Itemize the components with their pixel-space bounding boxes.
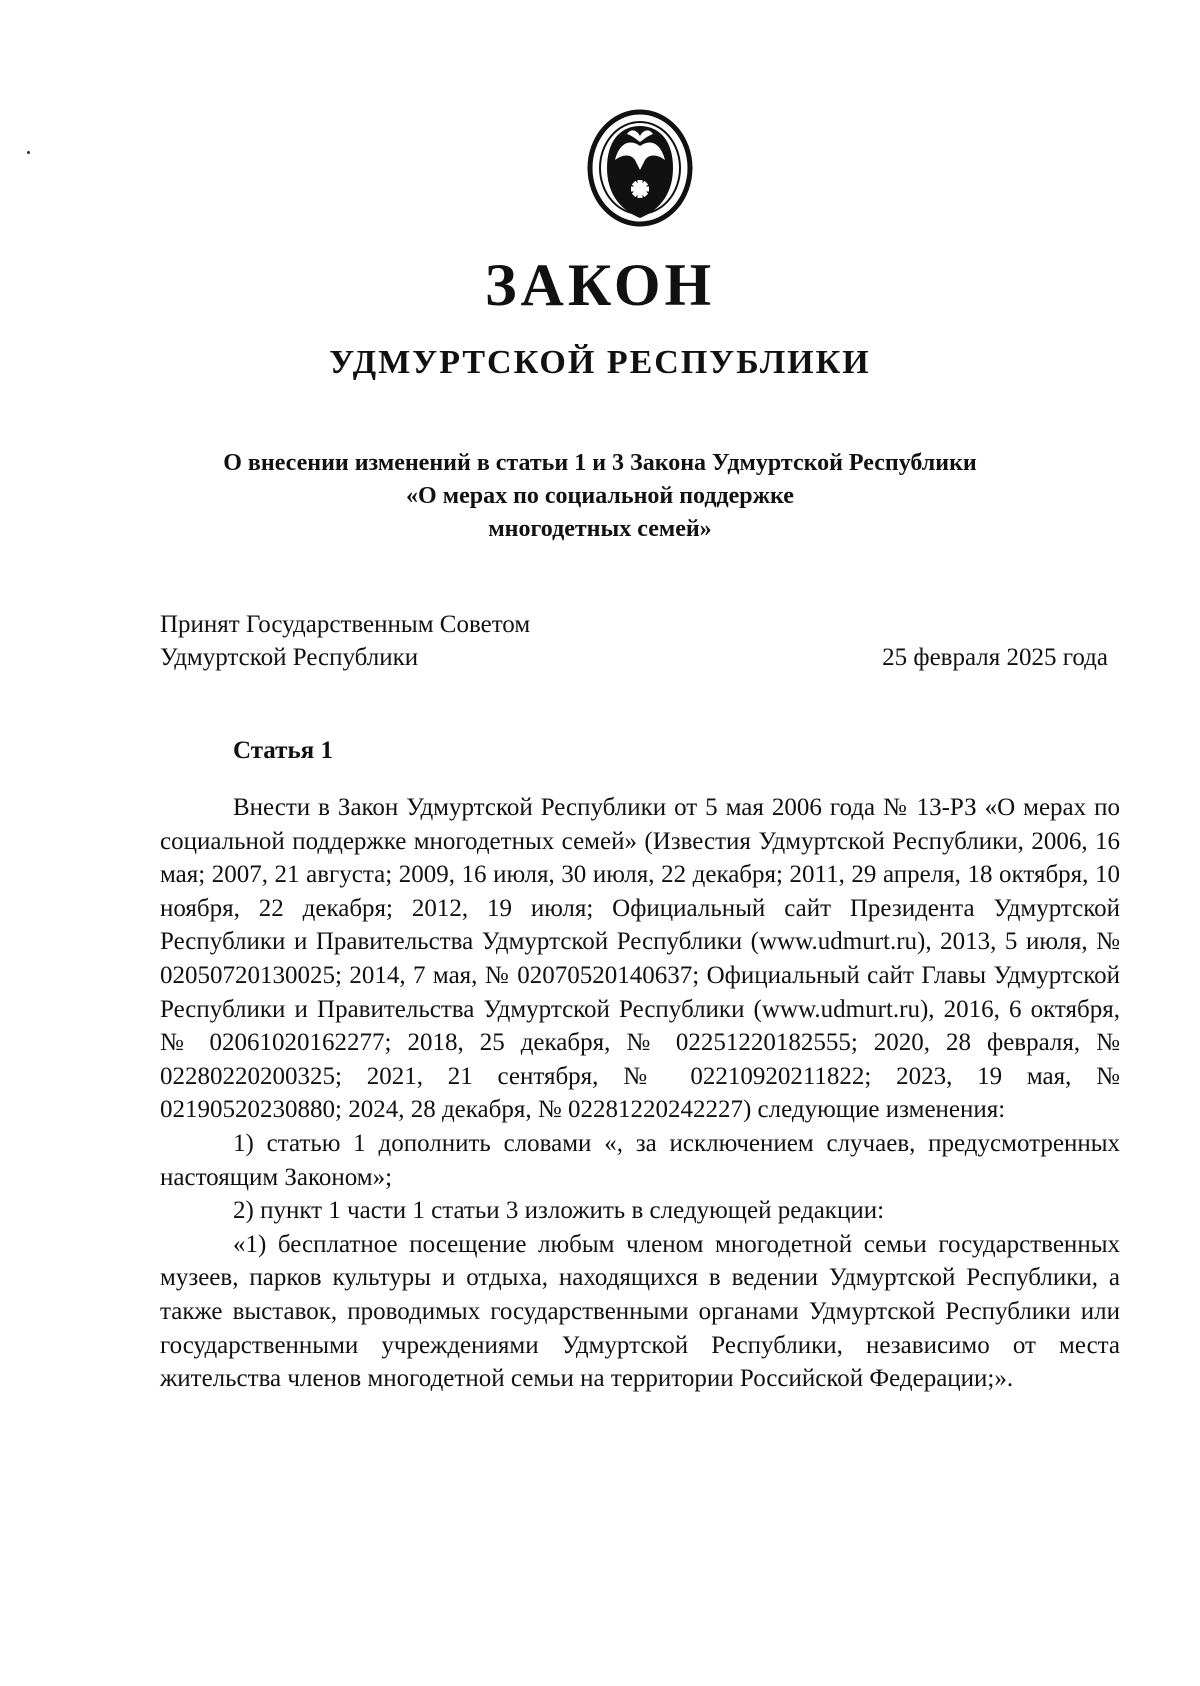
article-item-2: 2) пункт 1 части 1 статьи 3 изложить в следующей редакции: [233, 1197, 885, 1225]
article-intro-paragraph: Внести в Закон Удмуртской Республики от 5 мая 2006 года № 13-РЗ «О мерах по социальной поддержке многодетных семей» (Известия Удмуртской Республики, 2006, 16 мая; 2007, 21 августа; 2009, 16 июля, 30 июля, 22 декабря; 2011, 29 апреля, 18 октября, 10 ноября, 22 декабря; 2012, 19 июля; Официальный сайт Президента Удмуртской Республики и Правительства Удмуртской Республики (www.udmurt.ru), 2013, 5 июля, № 02050720130025; 2014, 7 мая, № 02070520140637; Официальный сайт Главы Удмуртской Республики и Правительства Удмуртской Республики (www.udmurt.ru), 2016, 6 октября, № 02061020162277; 2018, 25 декабря, № 02251220182555; 2020, 28 февраля, № 02280220200325; 2021, 21 сентября, № 02210920211822; 2023, 19 мая, № 02190520230880; 2024, 28 декабря, № 02281220242227) следующие изменения: [160, 794, 1120, 1124]
coat-of-arms-icon [585, 108, 695, 228]
article-body [160, 791, 1120, 1396]
document-title: ЗАКОН [484, 252, 716, 318]
article-item-2-text: «1) бесплатное посещение любым членом многодетной семьи государственных музеев, парков культуры и отдыха, находящихся в ведении Удмуртской Республики, а также выставок, проводимых государственными органами Удмуртской Республики или государственными учреждениями Удмуртской Республики, независимо от места жительства членов многодетной семьи на территории Российской Федерации;». [160, 1230, 1120, 1393]
adoption-block [160, 608, 1120, 674]
law-name-line-1: О внесении изменений в статьи 1 и 3 Закона Удмуртской Республики [223, 450, 977, 476]
scan-speck [27, 151, 30, 154]
article-title: Статья 1 [233, 737, 333, 764]
adopted-by-line-2: Удмуртской Республики [160, 644, 419, 671]
law-name-line-2: «О мерах по социальной поддержке [406, 483, 794, 509]
document-subtitle: УДМУРТСКОЙ РЕСПУБЛИКИ [329, 344, 871, 381]
law-name [150, 447, 1050, 546]
adoption-date: 25 февраля 2025 года [882, 644, 1108, 671]
article-item-1: 1) статью 1 дополнить словами «, за исключением случаев, предусмотренных настоящим Законом»; [160, 1129, 1120, 1191]
law-name-line-3: многодетных семей» [488, 516, 712, 542]
adopted-by-line-1: Принят Государственным Советом [160, 611, 531, 638]
